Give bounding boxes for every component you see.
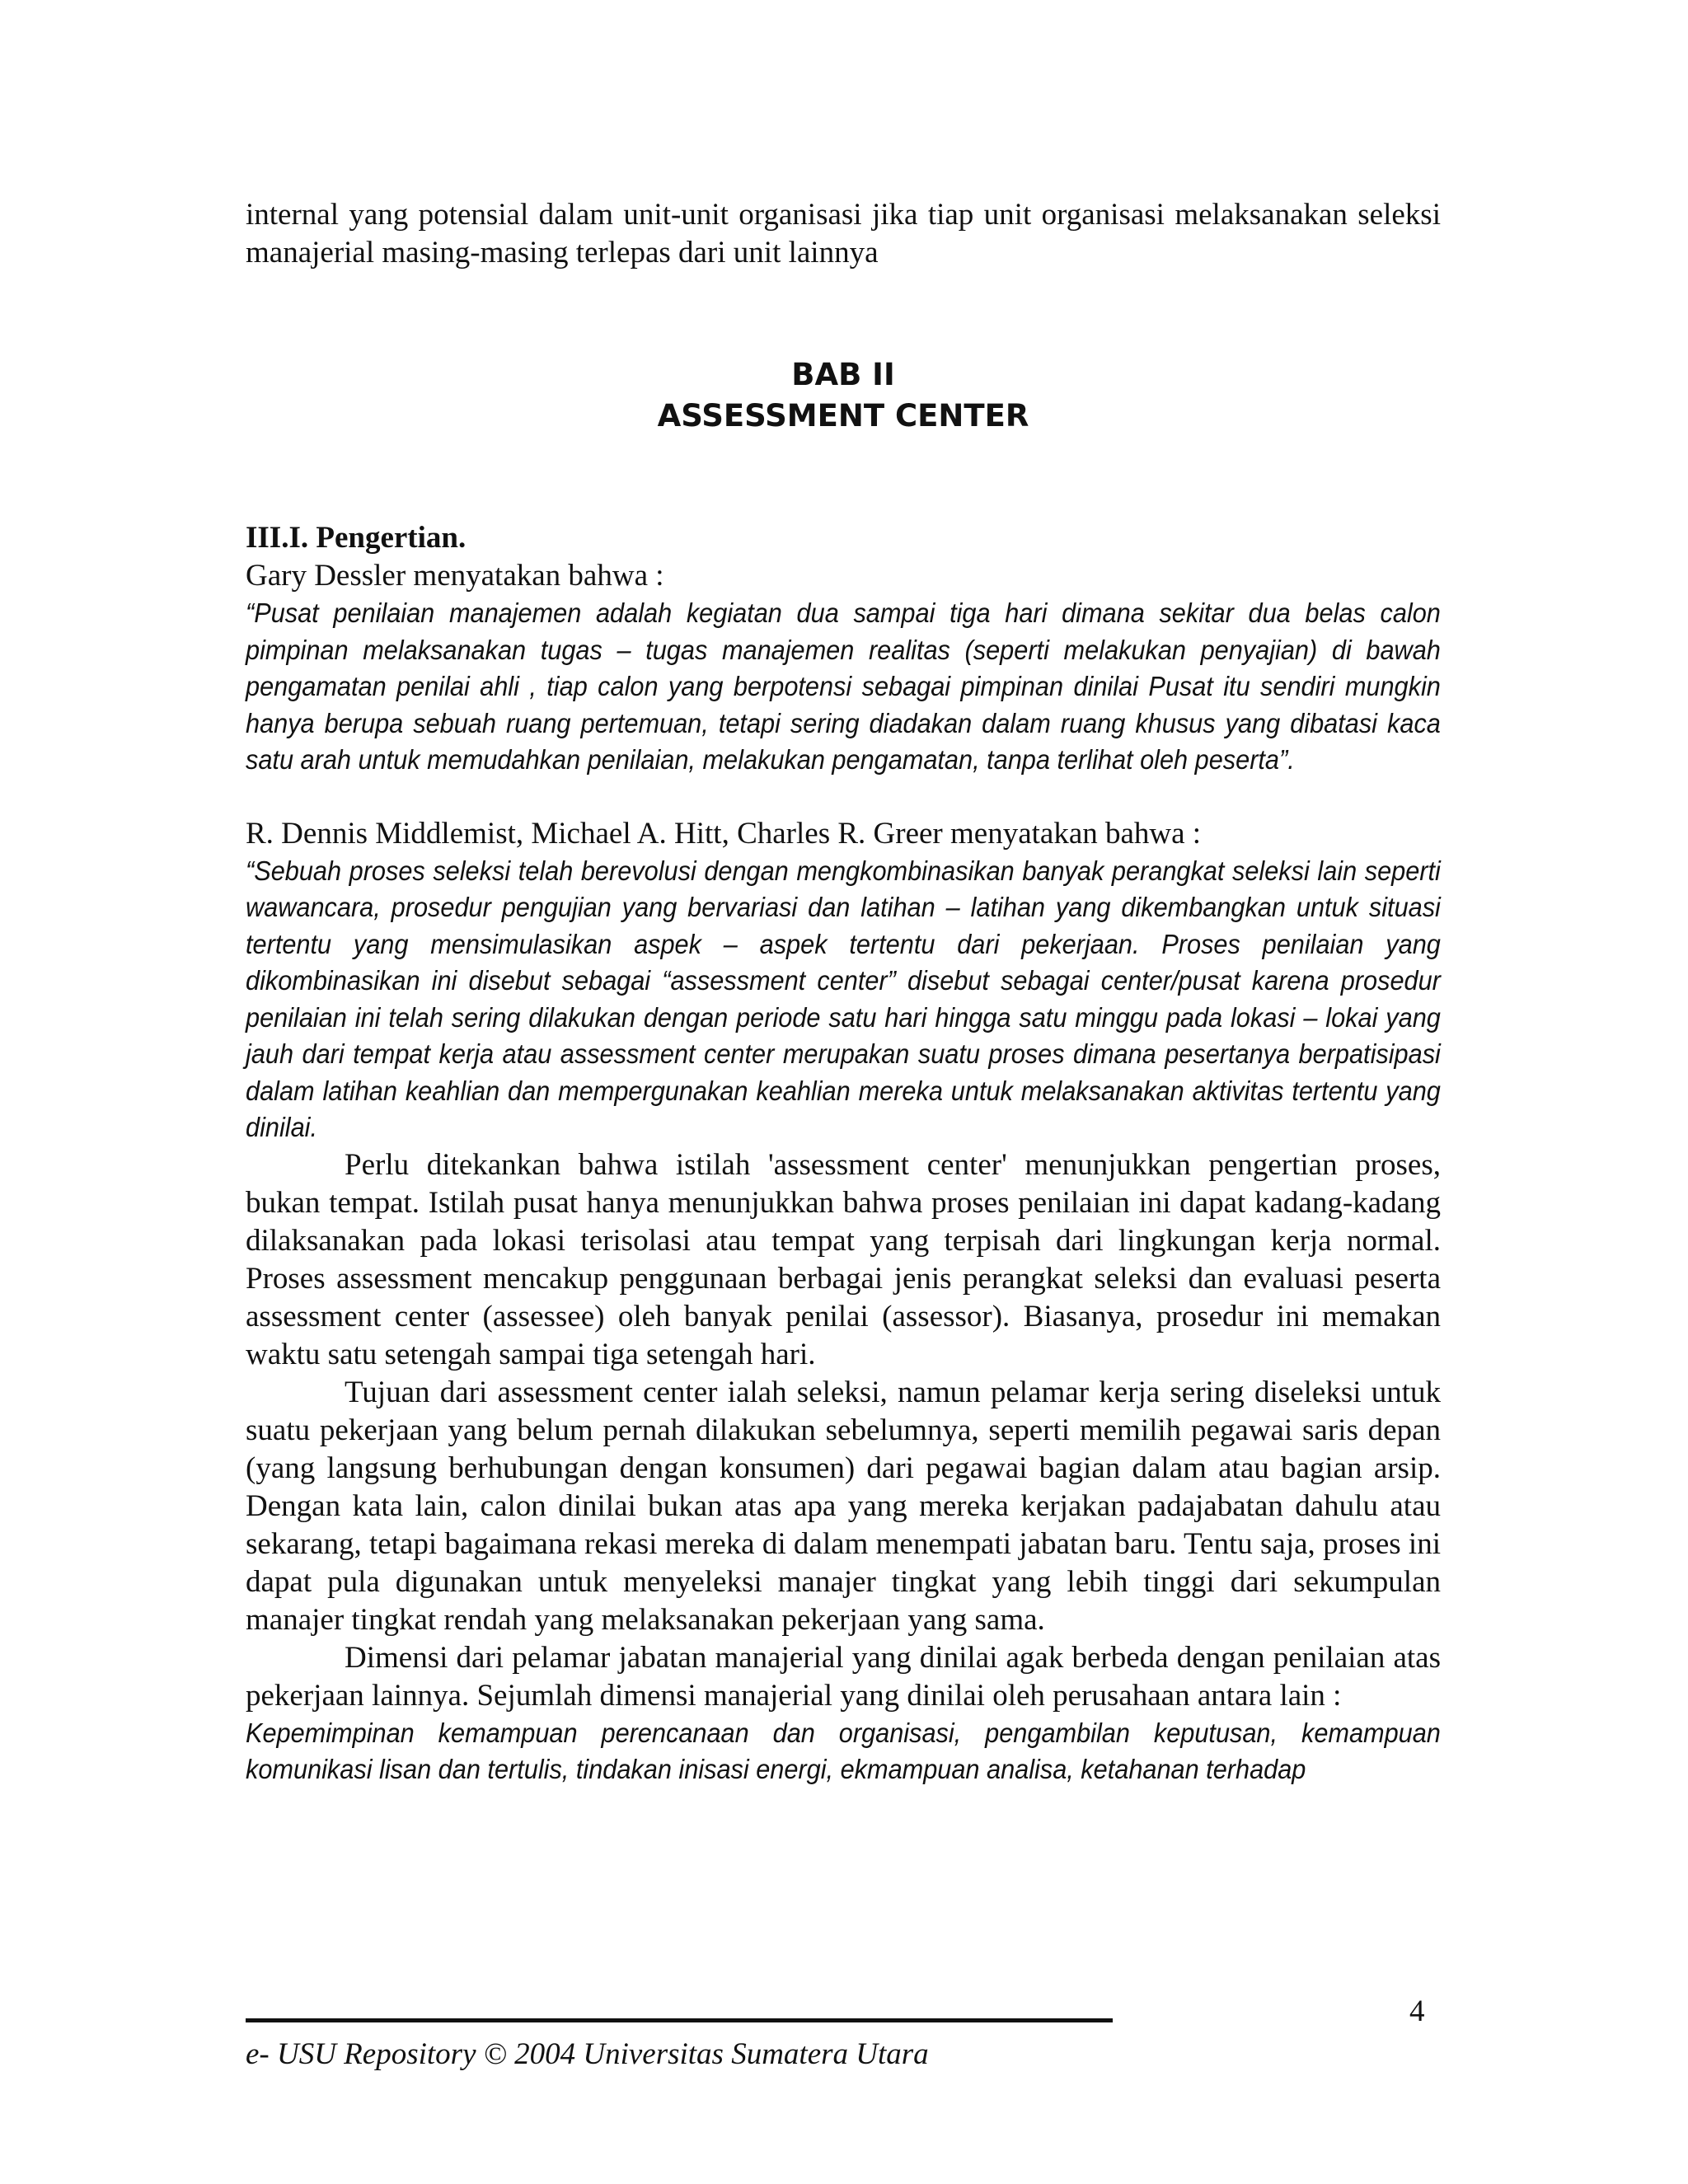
quote2-text: “Sebuah proses seleksi telah berevolusi dengan mengkombinasikan banyak perangkat seleksi lain seperti wawancara, prosedur pengujian yang bervariasi dan latihan – latihan yang dikembangkan untuk situasi tertentu yang mensimulasikan aspek – aspek tertentu dari pekerjaan. Proses penilaian yang dikombinasikan ini disebut sebagai “assessment center” disebut sebagai center/pusat karena prosedur penilaian ini telah sering dilakukan dengan periode satu hari hingga satu minggu pada lokasi – lokai yang jauh dari tempat kerja atau assessment center merupakan suatu proses dimana pesertanya berpatisipasi dalam latihan keahlian dan mempergunakan keahlian mereka untuk melaksanakan aktivitas tertentu yang dinilai.: [246, 855, 1441, 1142]
chapter-title: ASSESSMENT CENTER: [657, 398, 1029, 434]
quote1-text: “Pusat penilaian manajemen adalah kegiatan dua sampai tiga hari dimana sekitar dua belas calon pimpinan melaksanakan tugas – tugas manajemen realitas (seperti melakukan penyajian) di bawah pengamatan penilai ahli , tiap calon yang berpotensi sebagai pimpinan dinilai Pusat itu sendiri mungkin hanya berupa sebuah ruang pertemuan, tetapi sering diadakan dalam ruang khusus yang dibatasi kaca satu arah untuk memudahkan penilaian, melakukan pengamatan, tanpa terlihat oleh peserta”.: [246, 598, 1441, 775]
section-heading: III.I. Pengertian.: [246, 521, 467, 555]
quote2-intro: R. Dennis Middlemist, Michael A. Hitt, Charles R. Greer menyatakan bahwa :: [246, 816, 1202, 851]
repository-footer: e- USU Repository © 2004 Universitas Sumatera Utara: [246, 2037, 929, 2071]
page-number: 4: [1409, 1994, 1425, 2028]
paragraph-managerial-dimensions: Dimensi dari pelamar jabatan manajerial yang dinilai agak berbeda dengan penilaian atas pekerjaan lainnya. Sejumlah dimensi manajerial yang dinilai oleh perusahaan antara lain :: [246, 1640, 1441, 1713]
paragraph-assessment-purpose: Tujuan dari assessment center ialah seleksi, namun pelamar kerja sering diseleksi untuk suatu pekerjaan yang belum pernah dilakukan sebelumnya, seperti memilih pegawai saris depan (yang langsung berhubungan dengan konsumen) dari pegawai bagian dalam atau bagian arsip. Dengan kata lain, calon dinilai bukan atas apa yang mereka kerjakan padajabatan dahulu atau sekarang, tetapi bagaimana rekasi mereka di dalam menempati jabatan baru. Tentu saja, proses ini dapat pula digunakan untuk menyeleksi manajer tingkat yang lebih tinggi dari sekumpulan manajer tingkat rendah yang melaksanakan pekerjaan yang sama.: [246, 1375, 1441, 1637]
document-page: [246, 196, 1441, 1788]
chapter-number: BAB II: [791, 357, 895, 392]
intro-paragraph: internal yang potensial dalam unit-unit organisasi jika tiap unit organisasi melaksanakan seleksi manajerial masing-masing terlepas dari unit lainnya: [246, 198, 1441, 269]
dimensions-list-text: Kepemimpinan kemampuan perencanaan dan organisasi, pengambilan keputusan, kemampuan komunikasi lisan dan tertulis, tindakan inisasi energi, ekmampuan analisa, ketahanan terhadap: [246, 1717, 1441, 1784]
footer-divider: [246, 2018, 1113, 2022]
paragraph-assessment-process: Perlu ditekankan bahwa istilah 'assessment center' menunjukkan pengertian proses, bukan tempat. Istilah pusat hanya menunjukkan bahwa proses penilaian ini dapat kadang-kadang dilaksanakan pada lokasi terisolasi atau tempat yang terpisah dari lingkungan kerja normal. Proses assessment mencakup penggunaan berbagai jenis perangkat seleksi dan evaluasi peserta assessment center (assessee) oleh banyak penilai (assessor). Biasanya, prosedur ini memakan waktu satu setengah sampai tiga setengah hari.: [246, 1147, 1441, 1371]
quote1-intro: Gary Dessler menyatakan bahwa :: [246, 559, 664, 593]
chapter-heading: [246, 354, 1441, 437]
